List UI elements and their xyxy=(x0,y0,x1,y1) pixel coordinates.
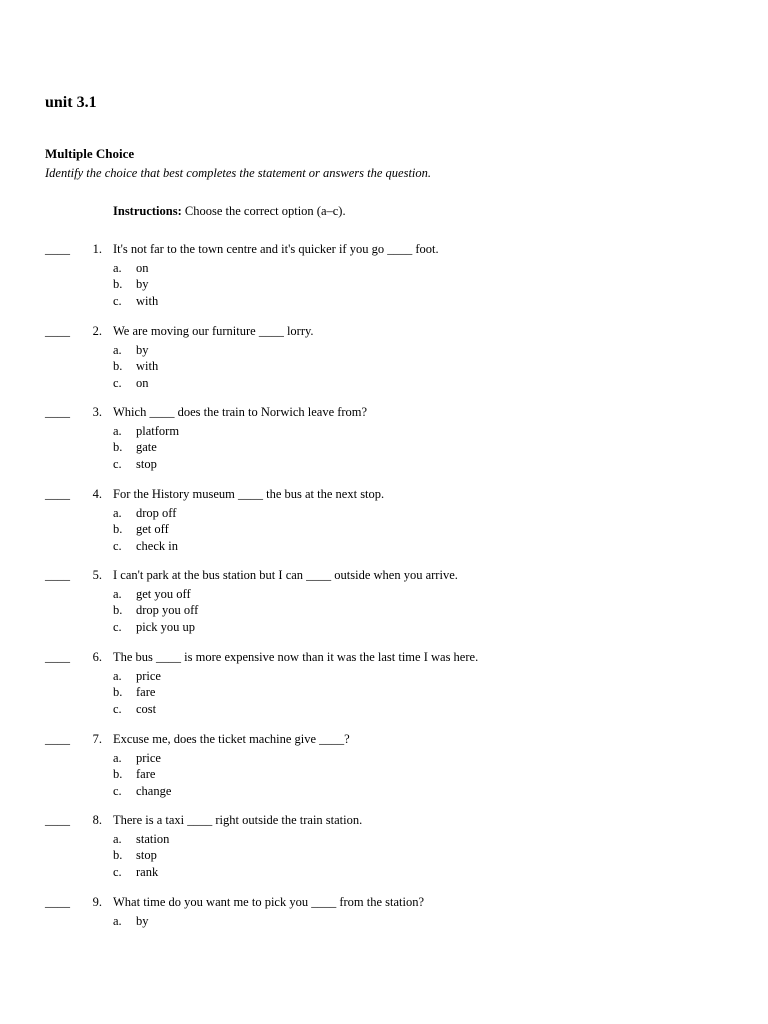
answer-option xyxy=(113,864,158,880)
answer-option xyxy=(113,750,161,766)
option-letter: a. xyxy=(113,587,122,602)
option-letter: a. xyxy=(113,832,122,847)
answer-option xyxy=(113,619,195,635)
option-text: pick you up xyxy=(136,620,196,635)
question-text: I can't park at the bus station but I can ____ outside when you arrive. xyxy=(113,568,458,583)
question-number: 8. xyxy=(92,813,102,828)
question-number: 6. xyxy=(92,649,102,664)
option-letter: a. xyxy=(113,261,122,275)
answer-option xyxy=(113,375,149,391)
option-letter: a. xyxy=(113,342,122,357)
option-text: station xyxy=(136,832,170,847)
option-letter: c. xyxy=(113,620,122,635)
option-letter: c. xyxy=(113,865,122,880)
option-text: stop xyxy=(136,848,157,863)
option-letter: c. xyxy=(113,294,122,308)
question-number: 9. xyxy=(92,894,102,909)
option-letter: a. xyxy=(113,505,122,520)
answer-blank[interactable]: ____ xyxy=(45,894,70,909)
instructions-label: Instructions: xyxy=(113,204,182,218)
option-letter: b. xyxy=(113,521,123,536)
option-letter: b. xyxy=(113,440,123,455)
question-text: It's not far to the town centre and it's quicker if you go ____ foot. xyxy=(113,242,439,256)
answer-option xyxy=(113,847,157,863)
answer-option xyxy=(113,586,191,602)
answer-blank[interactable]: ____ xyxy=(45,242,70,256)
question-item xyxy=(0,894,768,976)
question-text: There is a taxi ____ right outside the train station. xyxy=(113,813,363,828)
option-letter: c. xyxy=(113,783,122,798)
option-text: cost xyxy=(136,701,157,716)
answer-option xyxy=(113,505,176,521)
answer-blank[interactable]: ____ xyxy=(45,323,70,338)
answer-blank[interactable]: ____ xyxy=(45,813,70,828)
option-text: stop xyxy=(136,457,157,472)
option-letter: a. xyxy=(113,668,122,683)
option-text: by xyxy=(136,342,149,357)
answer-option xyxy=(113,668,161,684)
question-item xyxy=(0,323,768,405)
option-letter: c. xyxy=(113,375,122,390)
answer-option xyxy=(113,423,179,439)
option-text: fare xyxy=(136,766,156,781)
question-item xyxy=(0,486,768,568)
question-item xyxy=(0,649,768,731)
option-text: platform xyxy=(136,424,180,439)
answer-option xyxy=(113,276,149,292)
question-text: The bus ____ is more expensive now than it was the last time I was here. xyxy=(113,649,479,664)
option-text: with xyxy=(136,294,159,308)
question-number: 1. xyxy=(92,242,102,256)
answer-blank[interactable]: ____ xyxy=(45,731,70,746)
question-item xyxy=(0,731,768,813)
answer-option xyxy=(113,439,157,455)
option-text: get you off xyxy=(136,587,191,602)
option-letter: a. xyxy=(113,913,122,928)
answer-option xyxy=(113,602,198,618)
question-item xyxy=(0,812,768,894)
instructions-text: Choose the correct option (a–c). xyxy=(181,204,346,218)
instructions xyxy=(113,203,346,219)
option-text: drop you off xyxy=(136,603,199,618)
answer-option xyxy=(113,521,169,537)
question-text: What time do you want me to pick you ____ from the station? xyxy=(113,894,425,909)
question-item xyxy=(0,241,768,323)
option-letter: b. xyxy=(113,358,123,373)
option-letter: c. xyxy=(113,538,122,553)
option-letter: b. xyxy=(113,603,123,618)
answer-option xyxy=(113,293,158,309)
answer-blank[interactable]: ____ xyxy=(45,649,70,664)
answer-blank[interactable]: ____ xyxy=(45,486,70,501)
answer-option xyxy=(113,766,155,782)
question-list xyxy=(0,241,768,975)
answer-option xyxy=(113,831,169,847)
answer-option xyxy=(113,783,171,799)
answer-blank[interactable]: ____ xyxy=(45,568,70,583)
answer-option xyxy=(113,342,149,358)
option-text: price xyxy=(136,750,161,765)
option-text: on xyxy=(136,261,149,275)
option-letter: a. xyxy=(113,750,122,765)
section-title: Multiple Choice xyxy=(45,146,135,161)
unit-title: unit 3.1 xyxy=(45,94,97,111)
option-text: fare xyxy=(136,684,156,699)
question-text: For the History museum ____ the bus at the next stop. xyxy=(113,486,385,501)
section-subtitle: Identify the choice that best completes the statement or answers the question. xyxy=(45,166,432,180)
option-text: check in xyxy=(136,538,178,553)
option-letter: a. xyxy=(113,424,122,439)
answer-option xyxy=(113,260,149,276)
option-text: rank xyxy=(136,865,159,880)
question-number: 2. xyxy=(92,323,102,338)
option-letter: c. xyxy=(113,457,122,472)
option-text: change xyxy=(136,783,172,798)
answer-option xyxy=(113,358,158,374)
option-text: by xyxy=(136,277,149,291)
option-text: with xyxy=(136,358,159,373)
option-text: on xyxy=(136,375,149,390)
question-text: Which ____ does the train to Norwich leave from? xyxy=(113,405,368,420)
option-text: drop off xyxy=(136,505,177,520)
option-letter: b. xyxy=(113,684,123,699)
option-text: gate xyxy=(136,440,157,455)
answer-option xyxy=(113,913,149,929)
answer-blank[interactable]: ____ xyxy=(45,405,70,420)
option-text: price xyxy=(136,668,161,683)
question-number: 4. xyxy=(92,486,102,501)
answer-option xyxy=(113,538,178,554)
option-letter: b. xyxy=(113,766,123,781)
option-letter: b. xyxy=(113,848,123,863)
question-item xyxy=(0,567,768,649)
option-letter: c. xyxy=(113,701,122,716)
question-number: 5. xyxy=(92,568,102,583)
question-number: 7. xyxy=(92,731,102,746)
option-text: by xyxy=(136,913,149,928)
option-letter: b. xyxy=(113,277,123,291)
answer-option xyxy=(113,701,156,717)
answer-option xyxy=(113,456,157,472)
question-item xyxy=(0,404,768,486)
question-number: 3. xyxy=(92,405,102,420)
answer-option xyxy=(113,684,155,700)
question-text: Excuse me, does the ticket machine give ____? xyxy=(113,731,350,746)
option-text: get off xyxy=(136,521,169,536)
question-text: We are moving our furniture ____ lorry. xyxy=(113,323,314,338)
